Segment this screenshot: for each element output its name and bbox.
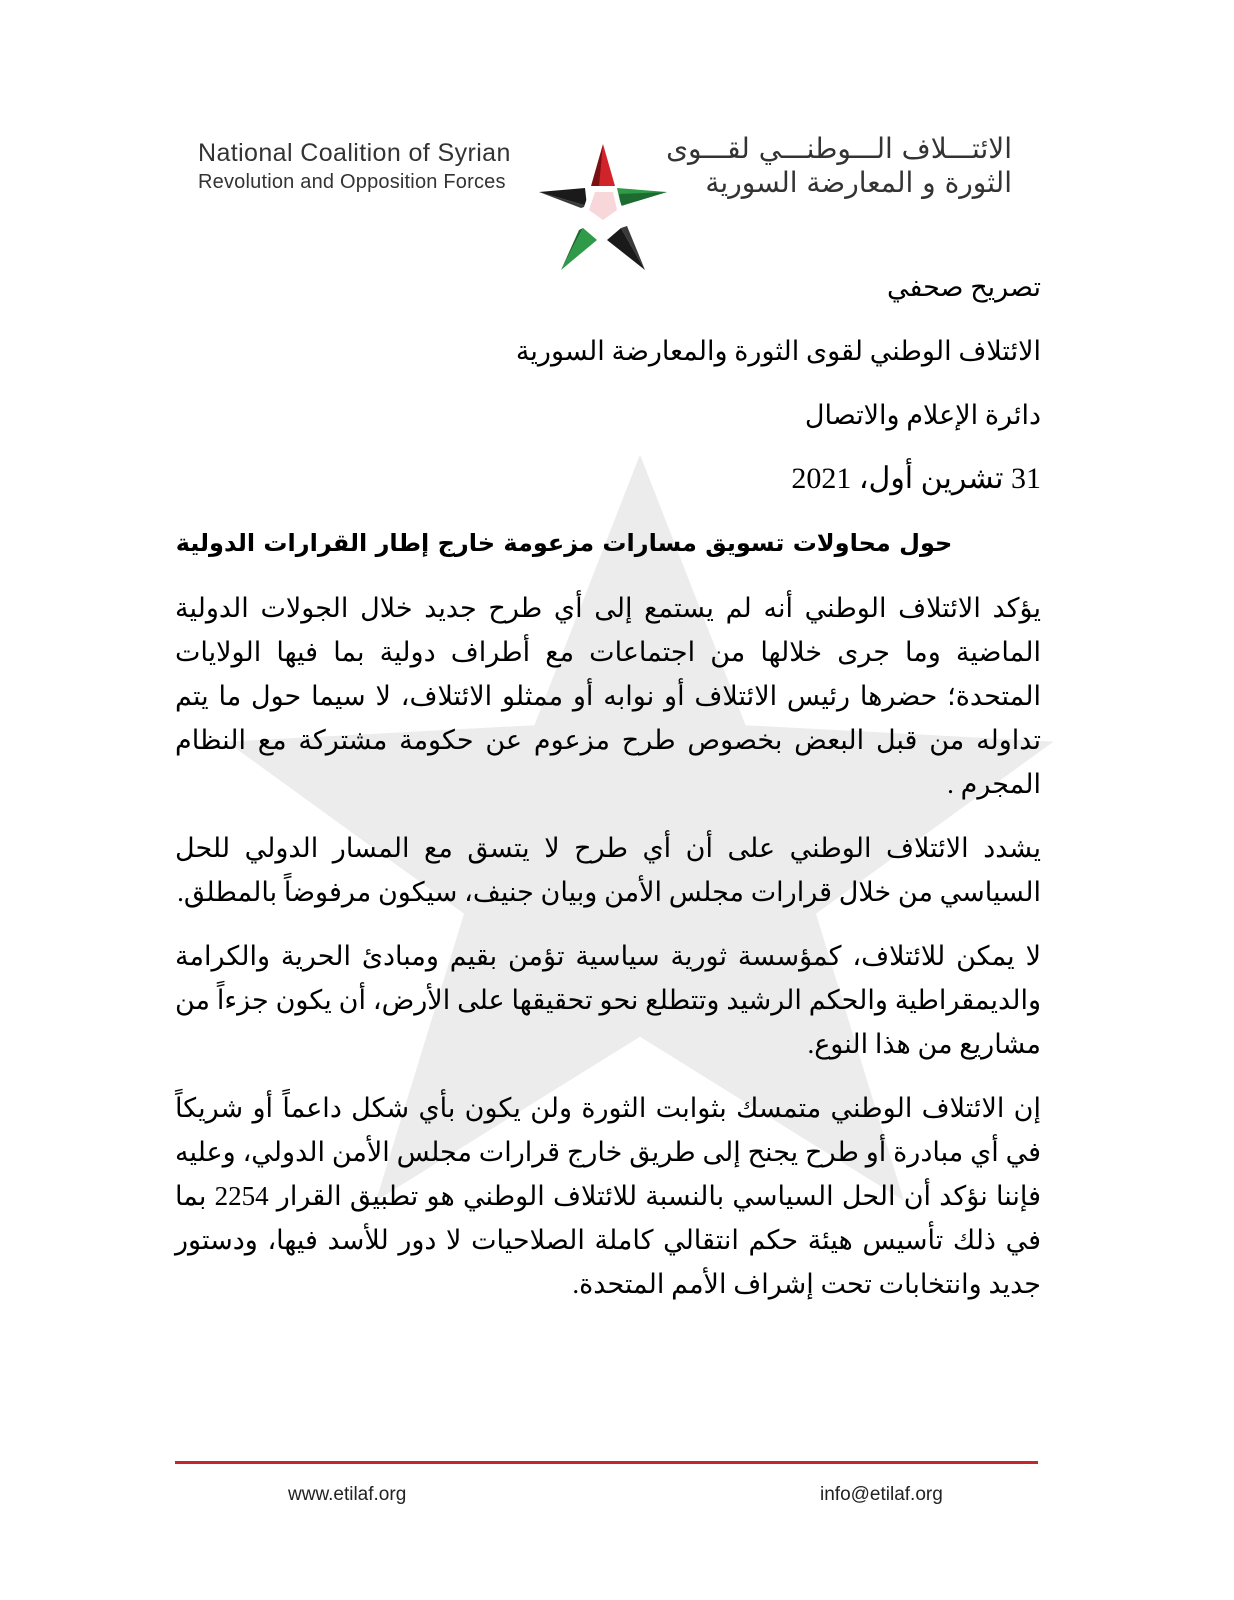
doc-type: تصريح صحفي xyxy=(886,272,1041,302)
paragraph: يشدد الائتلاف الوطني على أن أي طرح لا يتسق مع المسار الدولي للحل السياسي من خلال قرارات مجلس الأمن وبيان جنيف، سيكون مرفوضاً بالمطلق. xyxy=(175,833,1041,907)
org-name-en-line2: Revolution and Opposition Forces xyxy=(198,171,506,193)
org-name-ar-line1: الائتـــلاف الـــوطنـــي لقـــوى xyxy=(666,132,1012,165)
press-release-title: حول محاولات تسويق مسارات مزعومة خارج إطار القرارات الدولية xyxy=(175,529,953,557)
release-date: 31 تشرين أول، 2021 xyxy=(791,462,1041,495)
organization-name: الائتلاف الوطني لقوى الثورة والمعارضة السورية xyxy=(515,336,1041,366)
org-name-arabic xyxy=(666,132,1012,200)
org-name-ar-line2: الثورة و المعارضة السورية xyxy=(705,166,1012,199)
paragraph: يؤكد الائتلاف الوطني أنه لم يستمع إلى أي طرح جديد خلال الجولات الدولية الماضية وما جرى خلالها من اجتماعات مع أطراف دولية بما فيها الولايات المتحدة؛ حضرها رئيس الائتلاف أو نوابه أو ممثلو الائتلاف، لا سيما حول ما يتم تداوله من قبل البعض بخصوص طرح مزعوم عن حكومة مشتركة مع النظام المجرم . xyxy=(175,593,1041,799)
department-name: دائرة الإعلام والاتصال xyxy=(804,400,1041,430)
org-name-en-line1: National Coalition of Syrian xyxy=(198,139,511,167)
footer-email: info@etilaf.org xyxy=(820,1484,943,1505)
paragraph: لا يمكن للائتلاف، كمؤسسة ثورية سياسية تؤمن بقيم ومبادئ الحرية والكرامة والديمقراطية والحكم الرشيد وتتطلع نحو تحقيقها على الأرض، أن يكون جزءاً من مشاريع من هذا النوع. xyxy=(175,941,1041,1059)
footer-divider xyxy=(175,1461,1038,1464)
org-name-english xyxy=(198,138,528,196)
paragraph: إن الائتلاف الوطني متمسك بثوابت الثورة ولن يكون بأي شكل داعماً أو شريكاً في أي مبادرة أو طرح يجنح إلى طريق خارج قرارات مجلس الأمن الدولي، وعليه فإننا نؤكد أن الحل السياسي بالنسبة للائتلاف الوطني هو تطبيق القرار 2254 بما في ذلك تأسيس هيئة حكم انتقالي كاملة الصلاحيات لا دور للأسد فيها، ودستور جديد وانتخابات تحت إشراف الأمم المتحدة. xyxy=(175,1093,1041,1299)
letterhead xyxy=(0,70,1234,210)
footer-website: www.etilaf.org xyxy=(288,1484,407,1505)
coalition-star-logo-icon xyxy=(535,142,671,272)
press-release-body xyxy=(175,270,1041,1326)
